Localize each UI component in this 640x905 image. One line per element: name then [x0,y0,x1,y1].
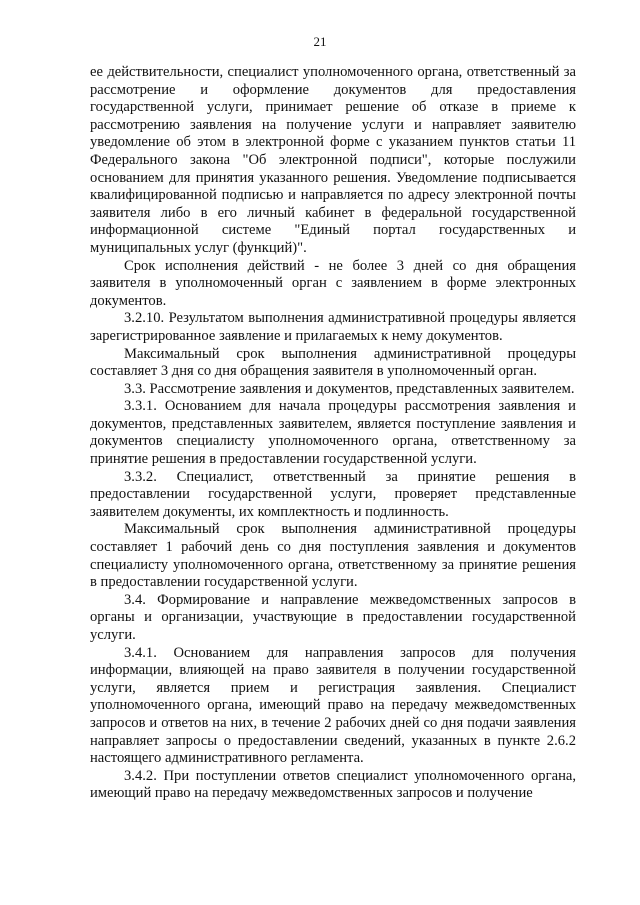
paragraph-3-3-1: 3.3.1. Основанием для начала процедуры рассмотрения заявления и документов, представленных заявителем, является поступление заявления и документов специалисту уполномоченного органа, ответственному за принятие решения в предоставлении государственной услуги. [90,398,576,468]
paragraph-3-3-2: 3.3.2. Специалист, ответственный за принятие решения в предоставлении государственной услуги, проверяет представленные заявителем документы, их комплектность и подлинность. [90,468,576,520]
paragraph-continuation: ее действительности, специалист уполномоченного органа, ответственный за рассмотрение и оформление документов для предоставления государственной услуги, принимает решение об отказе в приеме к рассмотрению заявления на получение услуги и направляет заявителю уведомление об этом в электронной форме с указанием пунктов статьи 11 Федерального закона "Об электронной подписи", которые послужили основанием для принятия указанного решения. Уведомление подписывается квалифицированной подписью и направляется по адресу электронной почты заявителя либо в его личный кабинет в федеральной государственной информационной системе "Единый портал государственных и муниципальных услуг (функций)". [90,64,576,256]
page-number: 21 [313,34,327,49]
paragraph-3-4-2: 3.4.2. При поступлении ответов специалист уполномоченного органа, имеющий право на передачу межведомственных запросов и получение [90,767,576,802]
paragraph-3-4-1: 3.4.1. Основанием для направления запросов для получения информации, влияющей на право заявителя в получении государственной услуги, является прием и регистрация заявления. Специалист уполномоченного органа, имеющий право на передачу межведомственных запросов и ответов на них, в течение 2 рабочих дней со дня подачи заявления направляет запросы о предоставлении сведений, указанных в пункте 2.6.2 настоящего административного регламента. [90,644,576,767]
paragraph-max-term-2: Максимальный срок выполнения административной процедуры составляет 1 рабочий день со дня поступления заявления и документов специалисту уполномоченного органа, ответственному за принятие решения в предоставлении государственной услуги. [90,521,576,591]
paragraph-3-4: 3.4. Формирование и направление межведомственных запросов в органы и организации, участвующие в предоставлении государственной услуги. [90,591,576,643]
paragraph-max-term-1: Максимальный срок выполнения административной процедуры составляет 3 дня со дня обращения заявителя в уполномоченный орган. [90,345,576,380]
body-text [90,64,576,803]
paragraph-3-3: 3.3. Рассмотрение заявления и документов, представленных заявителем. [124,380,575,397]
paragraph-deadline: Срок исполнения действий - не более 3 дней со дня обращения заявителя в уполномоченный орган с заявлением в форме электронных документов. [90,257,576,309]
paragraph-3-2-10: 3.2.10. Результатом выполнения административной процедуры является зарегистрированное заявление и прилагаемых к нему документов. [90,310,576,344]
